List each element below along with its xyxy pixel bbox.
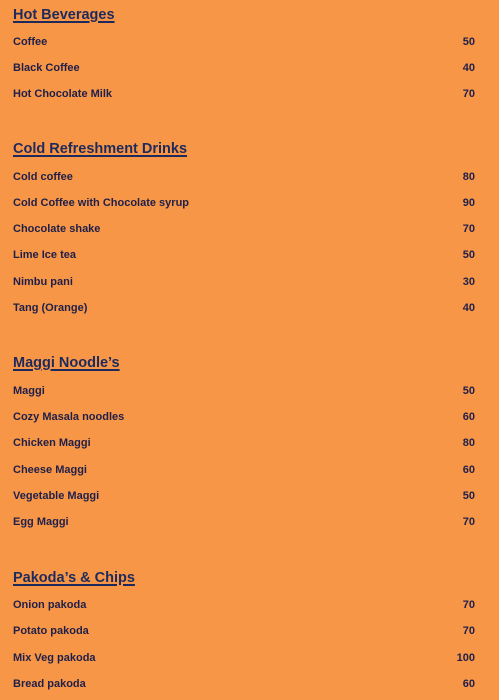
- menu-item: [13, 623, 475, 639]
- item-price: 90: [462, 197, 475, 209]
- item-price: 70: [462, 223, 475, 235]
- item-name: Maggi: [13, 385, 45, 397]
- item-price: 50: [462, 36, 475, 48]
- menu-item: [13, 221, 475, 237]
- item-price: 100: [456, 652, 475, 664]
- item-name: Cold coffee: [13, 171, 73, 183]
- item-name: Egg Maggi: [13, 516, 69, 528]
- item-price: 70: [462, 625, 475, 637]
- menu-item: [13, 195, 475, 211]
- item-name: Potato pakoda: [13, 625, 89, 637]
- item-price: 50: [462, 385, 475, 397]
- item-price: 80: [462, 171, 475, 183]
- section-title: Cold Refreshment Drinks: [13, 141, 188, 157]
- item-price: 30: [462, 276, 475, 288]
- item-price: 40: [462, 62, 475, 74]
- item-name: Hot Chocolate Milk: [13, 88, 113, 100]
- item-name: Chicken Maggi: [13, 437, 91, 449]
- item-name: Bread pakoda: [13, 678, 86, 690]
- item-name: Cold Coffee with Chocolate syrup: [13, 197, 190, 209]
- menu-item: [13, 514, 475, 530]
- item-name: Nimbu pani: [13, 276, 73, 288]
- menu-item: [13, 383, 475, 399]
- menu-item: [13, 34, 475, 50]
- item-name: Lime Ice tea: [13, 249, 76, 261]
- menu-item: [13, 409, 475, 425]
- item-name: Onion pakoda: [13, 599, 87, 611]
- item-price: 70: [462, 88, 475, 100]
- item-price: 60: [462, 411, 475, 423]
- menu-item: [13, 300, 475, 316]
- menu-item: [13, 597, 475, 613]
- item-price: 80: [462, 437, 475, 449]
- item-name: Vegetable Maggi: [13, 490, 100, 502]
- item-price: 60: [462, 678, 475, 690]
- menu-item: [13, 650, 475, 666]
- item-price: 50: [462, 249, 475, 261]
- item-name: Cheese Maggi: [13, 464, 87, 476]
- item-name: Chocolate shake: [13, 223, 101, 235]
- menu-item: [13, 274, 475, 290]
- menu-item: [13, 676, 475, 692]
- menu-item: [13, 488, 475, 504]
- item-price: 70: [462, 516, 475, 528]
- item-price: 50: [462, 490, 475, 502]
- menu-item: [13, 169, 475, 185]
- item-name: Mix Veg pakoda: [13, 652, 96, 664]
- item-price: 60: [462, 464, 475, 476]
- menu-item: [13, 247, 475, 263]
- item-price: 70: [462, 599, 475, 611]
- item-name: Cozy Masala noodles: [13, 411, 125, 423]
- section-title: Pakoda’s & Chips: [13, 570, 135, 586]
- section-title: Maggi Noodle’s: [13, 355, 120, 371]
- menu-item: [13, 462, 475, 478]
- menu-item: [13, 435, 475, 451]
- item-price: 40: [462, 302, 475, 314]
- section-title: Hot Beverages: [13, 7, 115, 23]
- item-name: Tang (Orange): [13, 302, 88, 314]
- menu-item: [13, 86, 475, 102]
- menu-item: [13, 60, 475, 76]
- item-name: Coffee: [13, 36, 48, 48]
- item-name: Black Coffee: [13, 62, 80, 74]
